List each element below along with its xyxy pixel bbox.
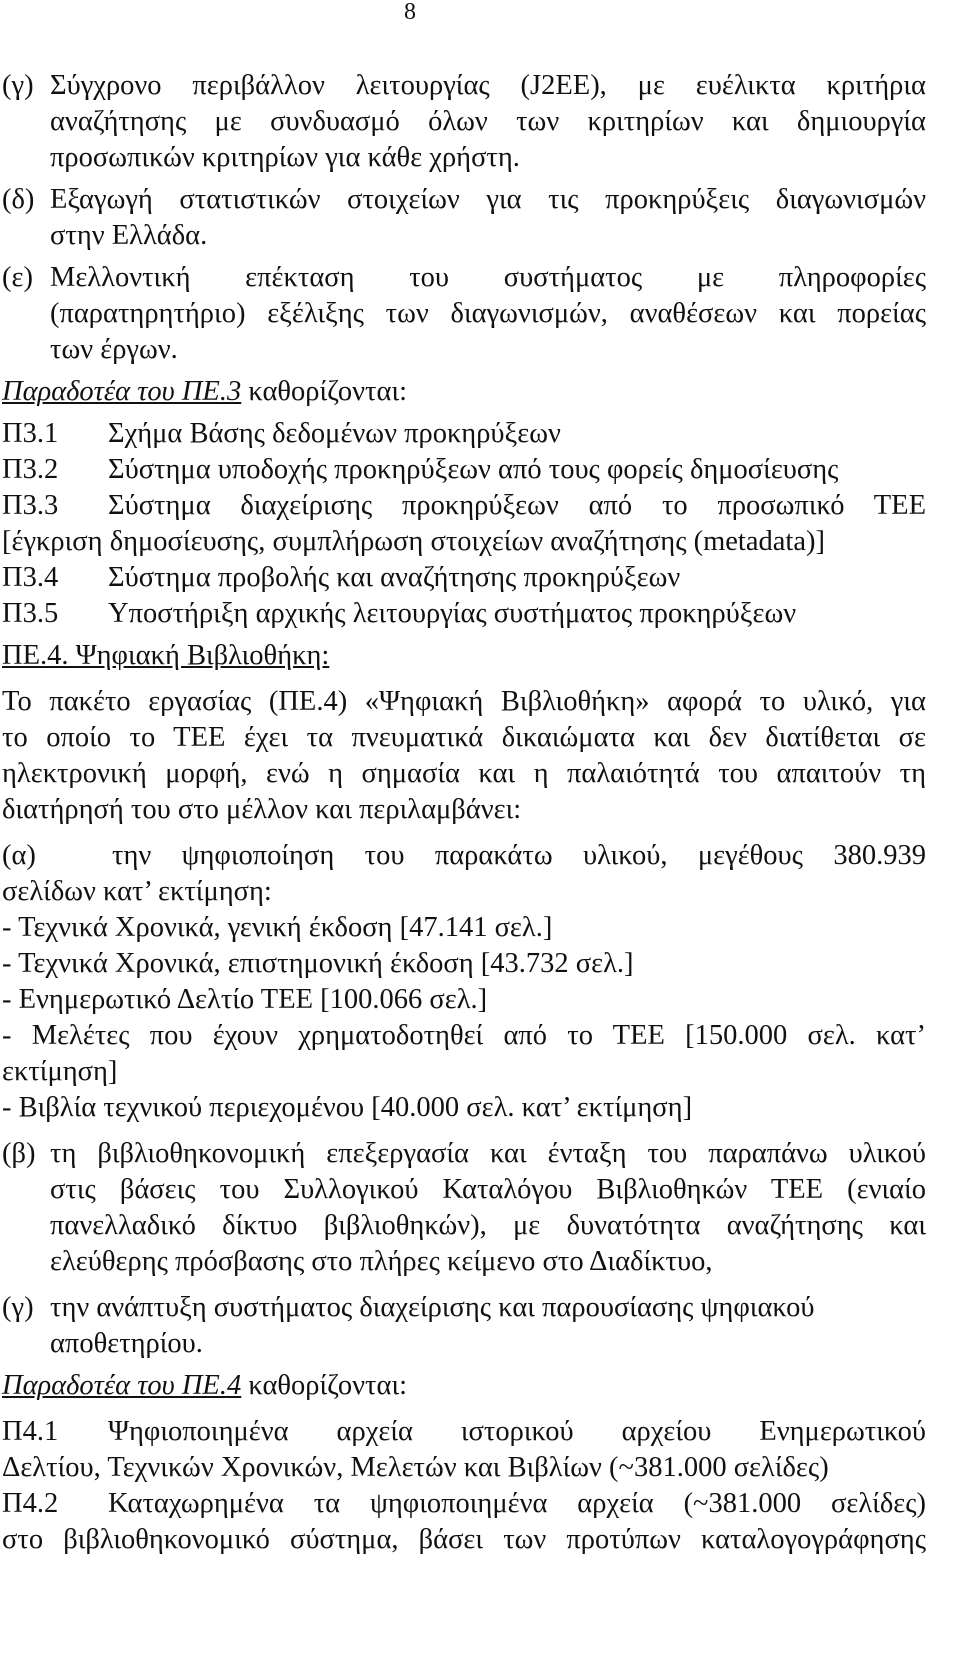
- deliverable-text: Σχήμα Βάσης δεδομένων προκηρύξεων: [108, 418, 561, 449]
- deliverables-3-list: [2, 416, 926, 632]
- material-item: - Ενημερωτικό Δελτίο ΤΕΕ [100.066 σελ.]: [2, 984, 488, 1015]
- deliverables-3-heading: [2, 374, 926, 410]
- deliverable-row: [2, 560, 926, 596]
- deliverable-continuation: στο βιβλιοθηκονομικό σύστημα, βάσει των προτύπων καταλογογράφησης: [2, 1524, 926, 1555]
- deliverable-code: Π3.5: [2, 598, 59, 629]
- text-line: Το πακέτο εργασίας (ΠΕ.4) «Ψηφιακή Βιβλιοθήκη» αφορά το υλικό, για: [2, 686, 926, 717]
- materials-list: [2, 910, 926, 1126]
- deliverable-code: Π3.4: [2, 562, 59, 593]
- deliverable-row: [2, 1486, 926, 1522]
- deliverable-row: [2, 416, 926, 452]
- deliverables-3-heading-link: Παραδοτέα του ΠΕ.3: [2, 376, 242, 407]
- list-item-gamma-bottom: [2, 1290, 926, 1362]
- text-line: στην Ελλάδα.: [50, 220, 208, 251]
- section-heading-pe4: [2, 638, 926, 674]
- deliverable-code: Π3.3: [2, 490, 59, 521]
- text-line: στις βάσεις του Συλλογικού Καταλόγου Βιβλιοθηκών ΤΕΕ (ενιαίο: [50, 1174, 926, 1205]
- section-heading-pe4-text: ΠΕ.4. Ψηφιακή Βιβλιοθήκη:: [2, 640, 330, 671]
- material-item: - Τεχνικά Χρονικά, επιστημονική έκδοση [43.732 σελ.]: [2, 948, 634, 979]
- material-item: - Μελέτες που έχουν χρηματοδοτηθεί από το ΤΕΕ [150.000 σελ. κατ’: [2, 1020, 926, 1051]
- deliverables-4-heading-rest: καθορίζονται:: [241, 1370, 408, 1401]
- text-line: πανελλαδικό δίκτυο βιβλιοθηκών), με δυνατότητα αναζήτησης και: [50, 1210, 926, 1241]
- text-line: ελεύθερης πρόσβασης στο πλήρες κείμενο στο Διαδίκτυο,: [50, 1246, 713, 1277]
- page-number: 8: [404, 0, 416, 25]
- deliverable-text: Σύστημα διαχείρισης προκηρύξεων από το προσωπικό ΤΕΕ: [108, 490, 926, 521]
- text-line: σελίδων κατ’ εκτίμηση:: [2, 876, 272, 907]
- text-line: Σύγχρονο περιβάλλον λειτουργίας (J2EE), με ευέλικτα κριτήρια: [50, 70, 926, 101]
- deliverable-continuation: [έγκριση δημοσίευσης, συμπλήρωση στοιχείων αναζήτησης (metadata)]: [2, 526, 825, 557]
- list-item-beta: [2, 1136, 926, 1280]
- deliverable-text: Υποστήριξη αρχικής λειτουργίας συστήματος προκηρύξεων: [108, 598, 797, 629]
- text-line: αναζήτησης με συνδυασμό όλων των κριτηρίων και δημιουργία: [50, 106, 926, 137]
- pe4-intro-paragraph: [2, 684, 926, 828]
- deliverable-text: Σύστημα προβολής και αναζήτησης προκηρύξεων: [108, 562, 681, 593]
- list-label: (ε): [2, 262, 33, 293]
- deliverables-4-heading-link: Παραδοτέα του ΠΕ.4: [2, 1370, 242, 1401]
- list-label: (α): [2, 840, 36, 871]
- material-item: - Βιβλία τεχνικού περιεχομένου [40.000 σελ. κατ’ εκτίμηση]: [2, 1092, 693, 1123]
- text-line: την ανάπτυξη συστήματος διαχείρισης και παρουσίασης ψηφιακού: [50, 1292, 815, 1323]
- deliverable-row: [2, 488, 926, 524]
- deliverables-3-heading-rest: καθορίζονται:: [241, 376, 408, 407]
- text-line: αποθετηρίου.: [50, 1328, 203, 1359]
- text-line: τη βιβλιοθηκονομική επεξεργασία και ένταξη του παραπάνω υλικού: [50, 1138, 926, 1169]
- text-line: προσωπικών κριτηρίων για κάθε χρήστη.: [50, 142, 520, 173]
- deliverable-code: Π3.1: [2, 418, 59, 449]
- deliverable-text: Ψηφιοποιημένα αρχεία ιστορικού αρχείου Ενημερωτικού: [108, 1416, 926, 1447]
- deliverable-p42: [2, 1486, 926, 1558]
- deliverable-row: [2, 1414, 926, 1450]
- deliverable-code: Π4.2: [2, 1488, 59, 1519]
- material-item: - Τεχνικά Χρονικά, γενική έκδοση [47.141 σελ.]: [2, 912, 553, 943]
- text-line: διατήρησή του στο μέλλον και περιλαμβάνει:: [2, 794, 522, 825]
- deliverable-continuation: Δελτίου, Τεχνικών Χρονικών, Μελετών και Βιβλίων (~381.000 σελίδες): [2, 1452, 829, 1483]
- list-label: (γ): [2, 70, 34, 101]
- alpha-first-line: [2, 838, 926, 874]
- deliverable-code: Π4.1: [2, 1416, 59, 1447]
- deliverable-p41: [2, 1414, 926, 1486]
- text-line: (παρατηρητήριο) εξέλιξης των διαγωνισμών, αναθέσεων και πορείας: [50, 298, 926, 329]
- document-body: [2, 68, 926, 1558]
- deliverable-text: Καταχωρημένα τα ψηφιοποιημένα αρχεία (~381.000 σελίδες): [108, 1488, 926, 1519]
- text-line: των έργων.: [50, 334, 178, 365]
- material-item-continuation: εκτίμηση]: [2, 1056, 118, 1087]
- text-line: ηλεκτρονική μορφή, ενώ η σημασία και η παλαιότητά του απαιτούν τη: [2, 758, 926, 789]
- list-item-delta: [2, 182, 926, 254]
- list-item-epsilon: [2, 260, 926, 368]
- list-label: (δ): [2, 184, 35, 215]
- list-label: (γ): [2, 1292, 34, 1323]
- list-item-gamma-top: [2, 68, 926, 176]
- deliverables-4-heading: [2, 1368, 926, 1404]
- deliverable-row: [2, 452, 926, 488]
- list-label: (β): [2, 1138, 36, 1169]
- deliverable-text: Σύστημα υποδοχής προκηρύξεων από τους φορείς δημοσίευσης: [108, 454, 839, 485]
- text-line: την ψηφιοποίηση του παρακάτω υλικού, μεγέθους 380.939: [112, 840, 926, 871]
- text-line: Μελλοντική επέκταση του συστήματος με πληροφορίες: [50, 262, 926, 293]
- deliverable-code: Π3.2: [2, 454, 59, 485]
- deliverable-row: [2, 596, 926, 632]
- text-line: το οποίο το ΤΕΕ έχει τα πνευματικά δικαιώματα και δεν διατίθεται σε: [2, 722, 926, 753]
- list-item-alpha: [2, 838, 926, 910]
- text-line: Εξαγωγή στατιστικών στοιχείων για τις προκηρύξεις διαγωνισμών: [50, 184, 926, 215]
